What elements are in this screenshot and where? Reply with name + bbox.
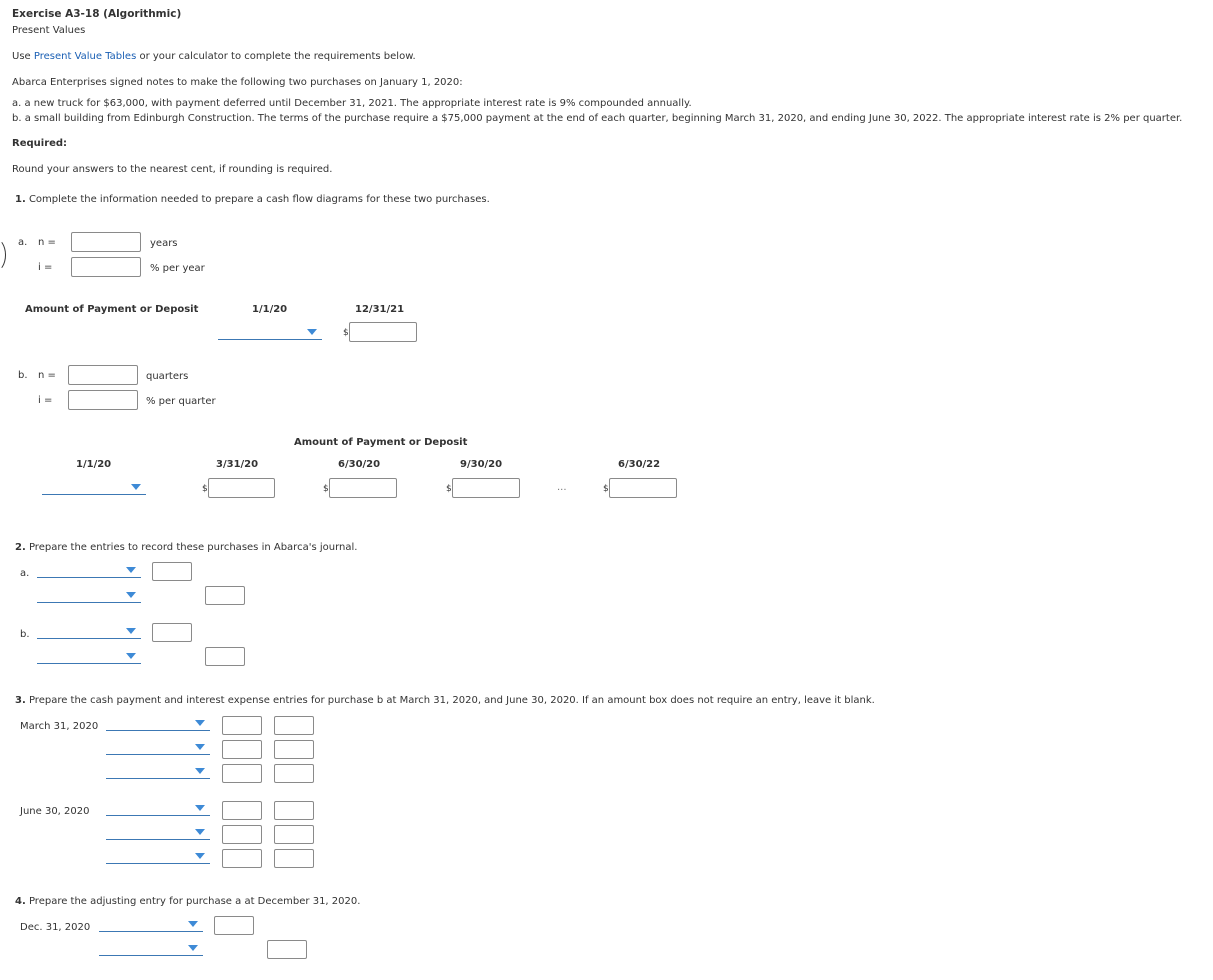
q2-b-credit-amount[interactable] [205, 647, 245, 666]
part-a-letter: a. [18, 237, 28, 248]
part-b-amount-input-1[interactable] [208, 478, 275, 498]
part-b-dollar-3: $ [446, 484, 452, 494]
q3-mar-credit-1[interactable] [274, 716, 314, 735]
q2-b-credit-account-dropdown[interactable] [37, 650, 141, 664]
q3-mar-debit-2[interactable] [222, 740, 262, 759]
question-1-number: 1. [15, 194, 26, 205]
scenario-text: Abarca Enterprises signed notes to make the following two purchases on January 1, 2020: [12, 77, 463, 88]
part-a-i-unit: % per year [150, 263, 205, 274]
q3-mar-account-3-dropdown[interactable] [106, 765, 210, 779]
part-b-date-5: 6/30/22 [618, 459, 661, 470]
question-4-number: 4. [15, 896, 26, 907]
q3-jun-account-3-dropdown[interactable] [106, 850, 210, 864]
chevron-down-icon [188, 921, 198, 927]
part-b-n-input[interactable] [68, 365, 138, 385]
part-b-dollar-1: $ [202, 484, 208, 494]
exercise-title: Exercise A3-18 (Algorithmic) [12, 8, 182, 20]
chevron-down-icon [195, 720, 205, 726]
chevron-down-icon [126, 567, 136, 573]
part-a-date-2: 12/31/21 [355, 304, 405, 315]
part-b-date-3: 6/30/20 [338, 459, 381, 470]
q4-debit-amount[interactable] [214, 916, 254, 935]
chevron-down-icon [131, 484, 141, 490]
part-a-amount-header: Amount of Payment or Deposit [25, 304, 199, 315]
part-a-dropdown[interactable] [218, 326, 322, 340]
part-b-letter: b. [18, 370, 28, 381]
part-b-n-unit: quarters [146, 371, 189, 382]
q2-a-credit-account-dropdown[interactable] [37, 589, 141, 603]
q3-jun-account-1-dropdown[interactable] [106, 802, 210, 816]
purchase-b-text: b. a small building from Edinburgh Construction. The terms of the purchase require a $75,000 payment at the end of each quarter, beginning March 31, 2020, and ending June 30, 2022. The appropriate interest rate is 2% per quarter. [12, 113, 1183, 124]
part-a-n-input[interactable] [71, 232, 141, 252]
question-4-text: Prepare the adjusting entry for purchase a at December 31, 2020. [28, 896, 361, 907]
part-b-i-unit: % per quarter [146, 396, 216, 407]
chevron-down-icon [188, 945, 198, 951]
q2-a-credit-amount[interactable] [205, 586, 245, 605]
part-a-n-label: n = [38, 237, 56, 248]
q4-credit-amount[interactable] [267, 940, 307, 959]
part-b-date-2: 3/31/20 [216, 459, 259, 470]
part-b-amount-input-2[interactable] [329, 478, 397, 498]
rounding-note: Round your answers to the nearest cent, if rounding is required. [12, 164, 333, 175]
q4-credit-account-dropdown[interactable] [99, 942, 203, 956]
instructions-suffix: or your calculator to complete the requirements below. [136, 51, 416, 62]
chevron-down-icon [195, 744, 205, 750]
question-3 [15, 695, 875, 706]
question-3-number: 3. [15, 695, 26, 706]
exercise-subtitle: Present Values [12, 25, 86, 36]
chevron-down-icon [195, 805, 205, 811]
q3-date-2: June 30, 2020 [20, 806, 90, 817]
page-edge-marker [0, 238, 6, 272]
part-b-dollar-2: $ [323, 484, 329, 494]
part-b-n-label: n = [38, 370, 56, 381]
part-a-n-unit: years [150, 238, 178, 249]
part-b-i-label: i = [38, 395, 53, 406]
q3-jun-credit-3[interactable] [274, 849, 314, 868]
q2-part-a-letter: a. [20, 568, 30, 579]
part-a-i-label: i = [38, 262, 53, 273]
chevron-down-icon [126, 653, 136, 659]
present-value-tables-link[interactable]: Present Value Tables [33, 51, 137, 62]
q3-mar-debit-1[interactable] [222, 716, 262, 735]
question-3-text: Prepare the cash payment and interest expense entries for purchase b at March 31, 2020, and June 30, 2020. If an amount box does not require an entry, leave it blank. [28, 695, 875, 706]
part-b-amount-input-3[interactable] [452, 478, 520, 498]
instructions [12, 51, 416, 62]
q2-part-b-letter: b. [20, 629, 30, 640]
part-b-dollar-4: $ [603, 484, 609, 494]
part-b-date-4: 9/30/20 [460, 459, 503, 470]
part-a-dollar-sign: $ [343, 328, 349, 338]
question-1 [15, 194, 490, 205]
q3-mar-account-1-dropdown[interactable] [106, 717, 210, 731]
chevron-down-icon [307, 329, 317, 335]
chevron-down-icon [126, 592, 136, 598]
part-b-dropdown[interactable] [42, 481, 146, 495]
q2-a-debit-account-dropdown[interactable] [37, 564, 141, 578]
q3-mar-account-2-dropdown[interactable] [106, 741, 210, 755]
q3-jun-account-2-dropdown[interactable] [106, 826, 210, 840]
part-b-amount-input-4[interactable] [609, 478, 677, 498]
question-2-text: Prepare the entries to record these purchases in Abarca's journal. [28, 542, 358, 553]
question-1-text: Complete the information needed to prepare a cash flow diagrams for these two purchases. [28, 194, 490, 205]
part-a-date-1: 1/1/20 [252, 304, 288, 315]
chevron-down-icon [195, 853, 205, 859]
question-2-number: 2. [15, 542, 26, 553]
q3-mar-credit-3[interactable] [274, 764, 314, 783]
question-2 [15, 542, 357, 553]
part-b-date-1: 1/1/20 [76, 459, 112, 470]
chevron-down-icon [195, 768, 205, 774]
q4-debit-account-dropdown[interactable] [99, 918, 203, 932]
q3-jun-debit-1[interactable] [222, 801, 262, 820]
q3-date-1: March 31, 2020 [20, 721, 99, 732]
chevron-down-icon [126, 628, 136, 634]
q3-jun-credit-1[interactable] [274, 801, 314, 820]
required-heading: Required: [12, 138, 68, 149]
q3-jun-debit-3[interactable] [222, 849, 262, 868]
part-b-i-input[interactable] [68, 390, 138, 410]
q3-jun-credit-2[interactable] [274, 825, 314, 844]
question-4 [15, 896, 360, 907]
instructions-prefix: Use [12, 51, 34, 62]
chevron-down-icon [195, 829, 205, 835]
q3-jun-debit-2[interactable] [222, 825, 262, 844]
q2-b-debit-account-dropdown[interactable] [37, 625, 141, 639]
q3-mar-credit-2[interactable] [274, 740, 314, 759]
purchase-a-text: a. a new truck for $63,000, with payment deferred until December 31, 2021. The appropriate interest rate is 9% compounded annually. [12, 98, 692, 109]
q3-mar-debit-3[interactable] [222, 764, 262, 783]
q4-date: Dec. 31, 2020 [20, 922, 91, 933]
q2-a-debit-amount[interactable] [152, 562, 192, 581]
part-a-i-input[interactable] [71, 257, 141, 277]
q2-b-debit-amount[interactable] [152, 623, 192, 642]
part-b-amount-header: Amount of Payment or Deposit [294, 437, 468, 448]
ellipsis: ... [557, 482, 567, 493]
part-a-amount-input[interactable] [349, 322, 417, 342]
